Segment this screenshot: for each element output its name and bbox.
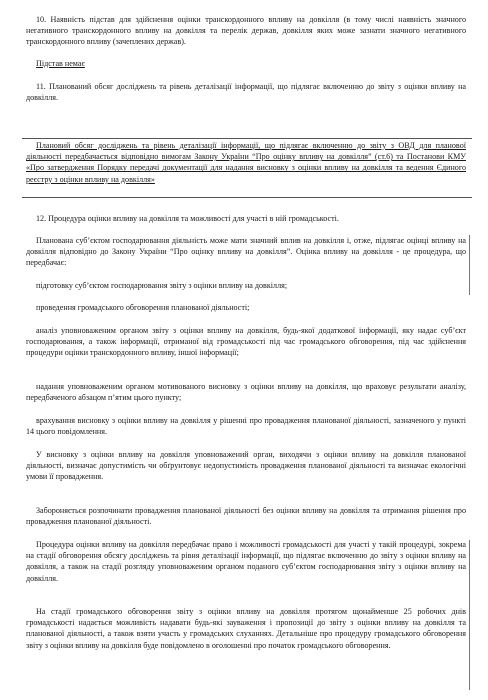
paragraph-public-discussion-stage: На стадії громадського обговорення звіту з оцінки впливу на довкілля протягом щонайменше 25 робочих днів громадськості надається можливість надавати будь-які зауваження і пропозиції до звіту з оцінки впливу на довкілля та планованої діяльності, а також взяти участь у громадських слуханнях. Детальніше про процедуру громадського обговорення звіту з оцінки впливу на довкілля буде повідомлено в оголошенні про початок громадського обговорення. (26, 607, 466, 650)
paragraph-11-answer: Плановий обсяг досліджень та рівень деталізації інформації, що підлягає включенню до звіту з ОВД для планової діяльності передбачається відповідно вимогам Закону України “Про оцінку впливу на довкілля” (ст.6) та Постанови КМУ «Про затвердження Порядку передачі документації для надання висновку з оцінки впливу на довкілля та ведення Єдиного реєстру з оцінки впливу на довкілля» (26, 141, 466, 184)
paragraph-public-rights: Процедура оцінки впливу на довкілля передбачає право і можливості громадськості для участі у такій процедурі, зокрема на стадії обговорення обсягу досліджень та рівня деталізації інформації, що підлягає включенню до звіту з оцінки впливу на довкілля, а також на стадії розгляду уповноваженим органом поданого суб’єктом господарювання звіту з оцінки впливу на довкілля. (26, 540, 466, 583)
margin-mark (469, 540, 470, 690)
list-item-decision: врахування висновку з оцінки впливу на довкілля у рішенні про провадження планованої діяльності, зазначеного у пункті 14 цього повідомлення. (26, 416, 466, 437)
paragraph-no-grounds: Підстав немає (36, 59, 85, 68)
paragraph-12: 12. Процедура оцінки впливу на довкілля та можливості для участі в ній громадськості. (36, 214, 339, 223)
paragraph-planned-activity: Планована суб’єктом господарювання діяльність може мати значний вплив на довкілля і, отже, підлягає оцінці впливу на довкілля відповідно до Закону України “Про оцінку впливу на довкілля”. Оцінка впливу на довкілля - це процедура, що передбачає: (26, 236, 466, 268)
list-item-analysis: аналіз уповноваженим органом звіту з оцінки впливу на довкілля, будь-якої додаткової інформації, яку надає суб’єкт господарювання, а також інформації, отриманої від громадськості під час громадського обговорення, під час здійснення процедури оцінки транскордонного впливу, іншої інформації; (26, 326, 466, 358)
list-item-conclusion: надання уповноваженим органом мотивованого висновку з оцінки впливу на довкілля, що враховує результати аналізу, передбаченого абзацом п’ятим цього пункту; (26, 382, 466, 403)
margin-mark (469, 235, 470, 295)
paragraph-prohibition: Забороняється розпочинати провадження планованої діяльності без оцінки впливу на довкілля та отримання рішення про провадження планованої діяльності. (26, 506, 466, 527)
list-item-public-discussion: проведення громадського обговорення планованої діяльності; (36, 303, 250, 312)
paragraph-11: 11. Планований обсяг досліджень та рівень деталізації інформації, що підлягає включенню до звіту з оцінки впливу на довкілля. (26, 82, 466, 103)
paragraph-conclusion-authority: У висновку з оцінки впливу на довкілля уповноважений орган, виходячи з оцінки впливу на довкілля планованої діяльності, визначає допустимість чи обґрунтовує недопустимість провадження планованої діяльності та визначає екологічні умови її провадження. (26, 450, 466, 482)
list-item-report-prep: підготовку суб’єктом господарювання звіту з оцінки впливу на довкілля; (36, 281, 288, 290)
paragraph-10: 10. Наявність підстав для здійснення оцінки транскордонного впливу на довкілля (в тому числі наявність значного негативного транскордонного впливу на довкілля та перелік держав, довкілля яких може зазнати значного негативного транскордонного впливу (зачеплених держав). (26, 15, 466, 47)
